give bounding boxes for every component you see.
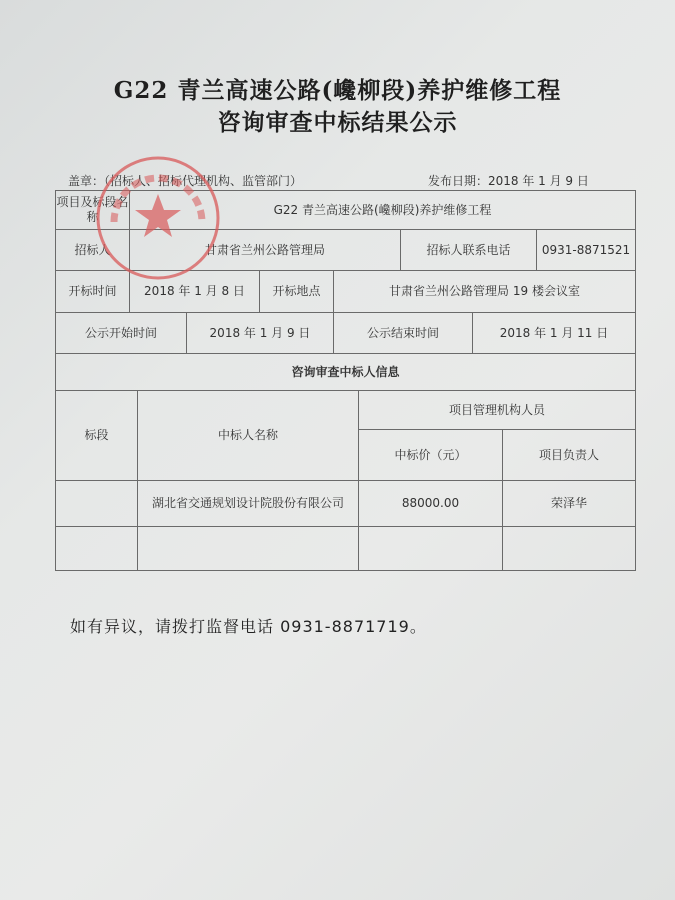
row-2-manager <box>502 526 636 571</box>
opening-time-value: 2018 年 1 月 8 日 <box>129 270 260 313</box>
opening-place-value: 甘肃省兰州公路管理局 19 楼会议室 <box>333 270 636 313</box>
document-title-line-1: G22 青兰高速公路(巉柳段)养护维修工程 <box>113 77 562 104</box>
row-2-winner <box>137 526 359 571</box>
row-2-section <box>55 526 138 571</box>
winner-section-heading: 咨询审查中标人信息 <box>55 353 636 391</box>
row-1-section <box>55 480 138 527</box>
notice-end-label: 公示结束时间 <box>333 312 473 354</box>
row-2-price <box>358 526 503 571</box>
document-title-line-2: 咨询审查中标结果公示 <box>217 109 458 136</box>
contact-value: 0931-8871521 <box>536 229 636 271</box>
col-header-manager: 项目负责人 <box>502 429 636 481</box>
notice-start-label: 公示开始时间 <box>55 312 187 354</box>
notice-end-value: 2018 年 1 月 11 日 <box>472 312 636 354</box>
col-header-price: 中标价（元） <box>358 429 503 481</box>
project-label: 项目及标段名称 <box>55 190 130 230</box>
contact-label: 招标人联系电话 <box>400 229 537 271</box>
tenderer-label: 招标人 <box>55 229 130 271</box>
row-1-manager: 荣泽华 <box>502 480 636 527</box>
col-header-winner: 中标人名称 <box>137 390 359 481</box>
row-1-winner: 湖北省交通规划设计院股份有限公司 <box>137 480 359 527</box>
official-seal-stamp <box>92 152 224 284</box>
project-value: G22 青兰高速公路(巉柳段)养护维修工程 <box>129 190 636 230</box>
col-header-staff: 项目管理机构人员 <box>358 390 636 430</box>
opening-place-label: 开标地点 <box>259 270 334 313</box>
opening-time-label: 开标时间 <box>55 270 130 313</box>
publish-date: 发布日期：2018 年 1 月 9 日 <box>428 174 589 188</box>
seal-label: 盖章：（招标人、招标代理机构、监管部门） <box>68 174 303 188</box>
row-1-price: 88000.00 <box>358 480 503 527</box>
col-header-section: 标段 <box>55 390 138 481</box>
tenderer-value: 甘肃省兰州公路管理局 <box>129 229 401 271</box>
objection-notice: 如有异议，请拨打监督电话 0931-8871719。 <box>70 617 427 636</box>
notice-start-value: 2018 年 1 月 9 日 <box>186 312 334 354</box>
